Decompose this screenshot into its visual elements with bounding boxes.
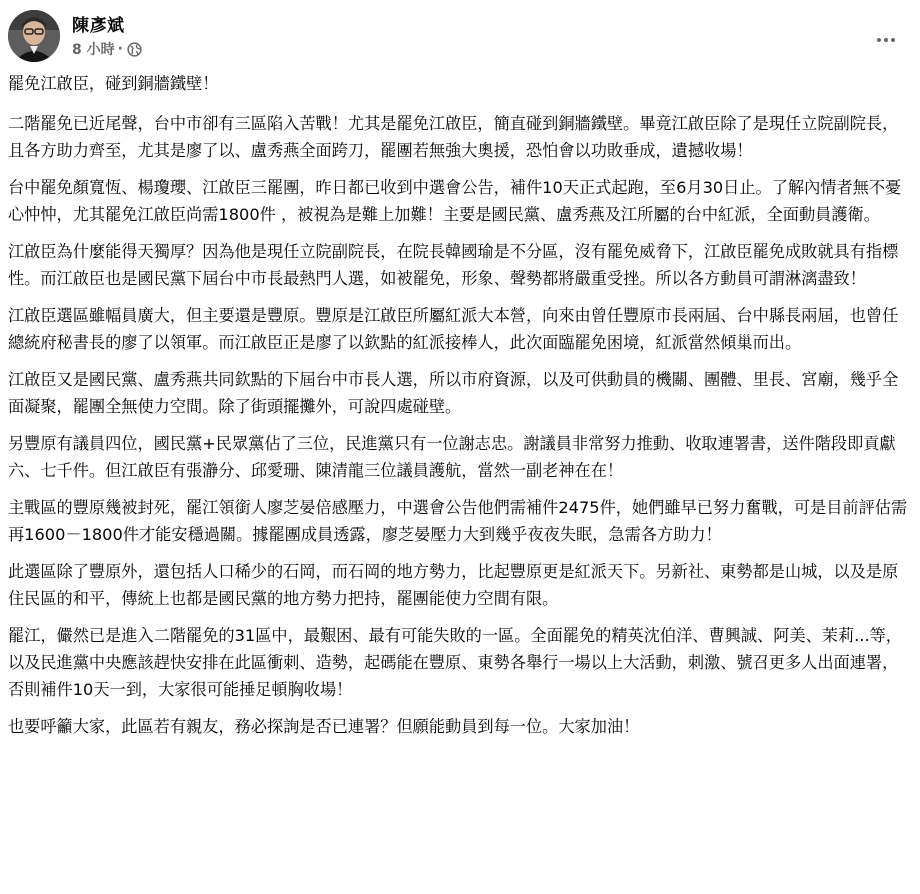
more-options-icon bbox=[884, 38, 888, 42]
post-meta bbox=[72, 39, 142, 59]
post-paragraph: 江啟臣又是國民黨、盧秀燕共同欽點的下屆台中市長人選，所以市府資源，以及可供動員的機關、團體、里長、宮廟，幾乎全面凝聚，罷團全無使力空間。除了街頭擺攤外，可說四處碰壁。 bbox=[8, 370, 899, 416]
post-paragraph: 江啟臣為什麼能得天獨厚？因為他是現任立院副院長，在院長韓國瑜是不分區，沒有罷免威脅下，江啟臣罷免成敗就具有指標性。而江啟臣也是國民黨下屆台中市長最熱門人選，如被罷免，形象、聲勢都將嚴重受挫。所以各方動員可謂淋漓盡致！ bbox=[8, 242, 899, 288]
post-time[interactable]: 8 小時 bbox=[72, 42, 115, 58]
post-paragraph: 台中罷免顏寬恆、楊瓊瓔、江啟臣三罷團，昨日都已收到中選會公告，補件10天正式起跑，至6月30日止。了解內情者無不憂心忡忡，尤其罷免江啟臣尚需1800件 ，被視為是難上加難！主要是國民黨、盧秀燕及江所屬的台中紅派，全面動員護衛。 bbox=[8, 178, 902, 224]
post-header bbox=[8, 8, 912, 64]
post-paragraph: 江啟臣選區雖幅員廣大，但主要還是豐原。豐原是江啟臣所屬紅派大本營，向來由曾任豐原市長兩屆、台中縣長兩屆，也曾任總統府秘書長的廖了以領軍。而江啟臣正是廖了以欽點的紅派接棒人，此次面臨罷免困境，紅派當然傾巢而出。 bbox=[8, 306, 899, 352]
post-paragraph: 另豐原有議員四位，國民黨+民眾黨佔了三位，民進黨只有一位謝志忠。謝議員非常努力推動、收取連署書，送件階段即貢獻六、七千件。但江啟臣有張瀞分、邱愛珊、陳清龍三位議員護航，當然一副老神在在！ bbox=[8, 434, 896, 480]
post-paragraph: 此選區除了豐原外，還包括人口稀少的石岡，而石岡的地方勢力，比起豐原更是紅派天下。另新社、東勢都是山城，以及是原住民區的和平，傳統上也都是國民黨的地方勢力把持，罷團能使力空間有限。 bbox=[8, 562, 899, 608]
post-title: 罷免江啟臣，碰到銅牆鐵壁！ bbox=[8, 74, 219, 93]
post-paragraph: 罷江，儼然已是進入二階罷免的31區中，最艱困、最有可能失敗的一區。全面罷免的精英沈伯洋、曹興誠、阿美、茉莉...等，以及民進黨中央應該趕快安排在此區衝刺、造勢，起碼能在豐原、東勢各舉行一場以上大活動，刺激、號召更多人出面連署，否則補件10天一到，大家很可能捶足頓胸收場！ bbox=[8, 626, 902, 699]
avatar-image bbox=[8, 10, 60, 62]
more-options-button[interactable] bbox=[868, 22, 904, 58]
author-name[interactable]: 陳彥斌 bbox=[72, 16, 125, 36]
more-options-icon bbox=[877, 38, 881, 42]
post-paragraph: 二階罷免已近尾聲，台中市卻有三區陷入苦戰！尤其是罷免江啟臣，簡直碰到銅牆鐵壁。畢竟江啟臣除了是現任立院副院長，且各方助力齊至，尤其是廖了以、盧秀燕全面跨刀，罷團若無強大奧援，恐怕會以功敗垂成，遺撼收場！ bbox=[8, 114, 899, 160]
post-paragraph: 也要呼籲大家，此區若有親友，務必探詢是否已連署？但願能動員到每一位。大家加油！ bbox=[8, 717, 640, 736]
globe-icon[interactable] bbox=[127, 42, 142, 57]
post-paragraph: 主戰區的豐原幾被封死，罷江領銜人廖芝晏倍感壓力，中選會公告他們需補件2475件，她們雖早已努力奮戰，可是目前評估需再1600－1800件才能安穩過關。據罷團成員透露，廖芝晏壓力大到幾乎夜夜失眠，急需各方助力！ bbox=[8, 498, 908, 544]
more-options-icon bbox=[891, 38, 895, 42]
avatar[interactable] bbox=[8, 10, 60, 62]
post-body bbox=[8, 70, 912, 750]
meta-separator: · bbox=[117, 41, 123, 57]
